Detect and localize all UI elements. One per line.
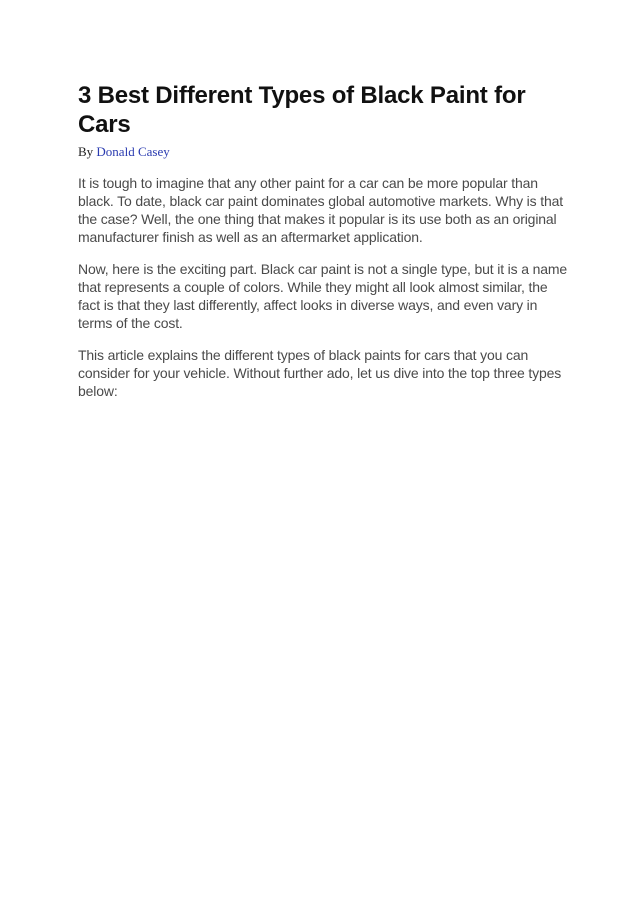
article-body [78,81,568,400]
byline-prefix: By [78,144,94,159]
paragraph-article-overview: This article explains the different types of black paints for cars that you can consider for your vehicle. Without further ado, let us dive into the top three types below: [78,347,562,399]
paragraph-exciting-part: Now, here is the exciting part. Black car paint is not a single type, but it is a name that represents a couple of colors. While they might all look almost similar, the fact is that they last differently, affect looks in diverse ways, and even vary in terms of the cost. [78,261,568,331]
byline [78,143,568,160]
paragraph-intro: It is tough to imagine that any other paint for a car can be more popular than black. To date, black car paint dominates global automotive markets. Why is that the case? Well, the one thing that makes it popular is its use both as an original manufacturer finish as well as an aftermarket application. [78,175,563,245]
author-link[interactable]: Donald Casey [96,144,170,159]
article-title: 3 Best Different Types of Black Paint for Cars [78,82,526,138]
